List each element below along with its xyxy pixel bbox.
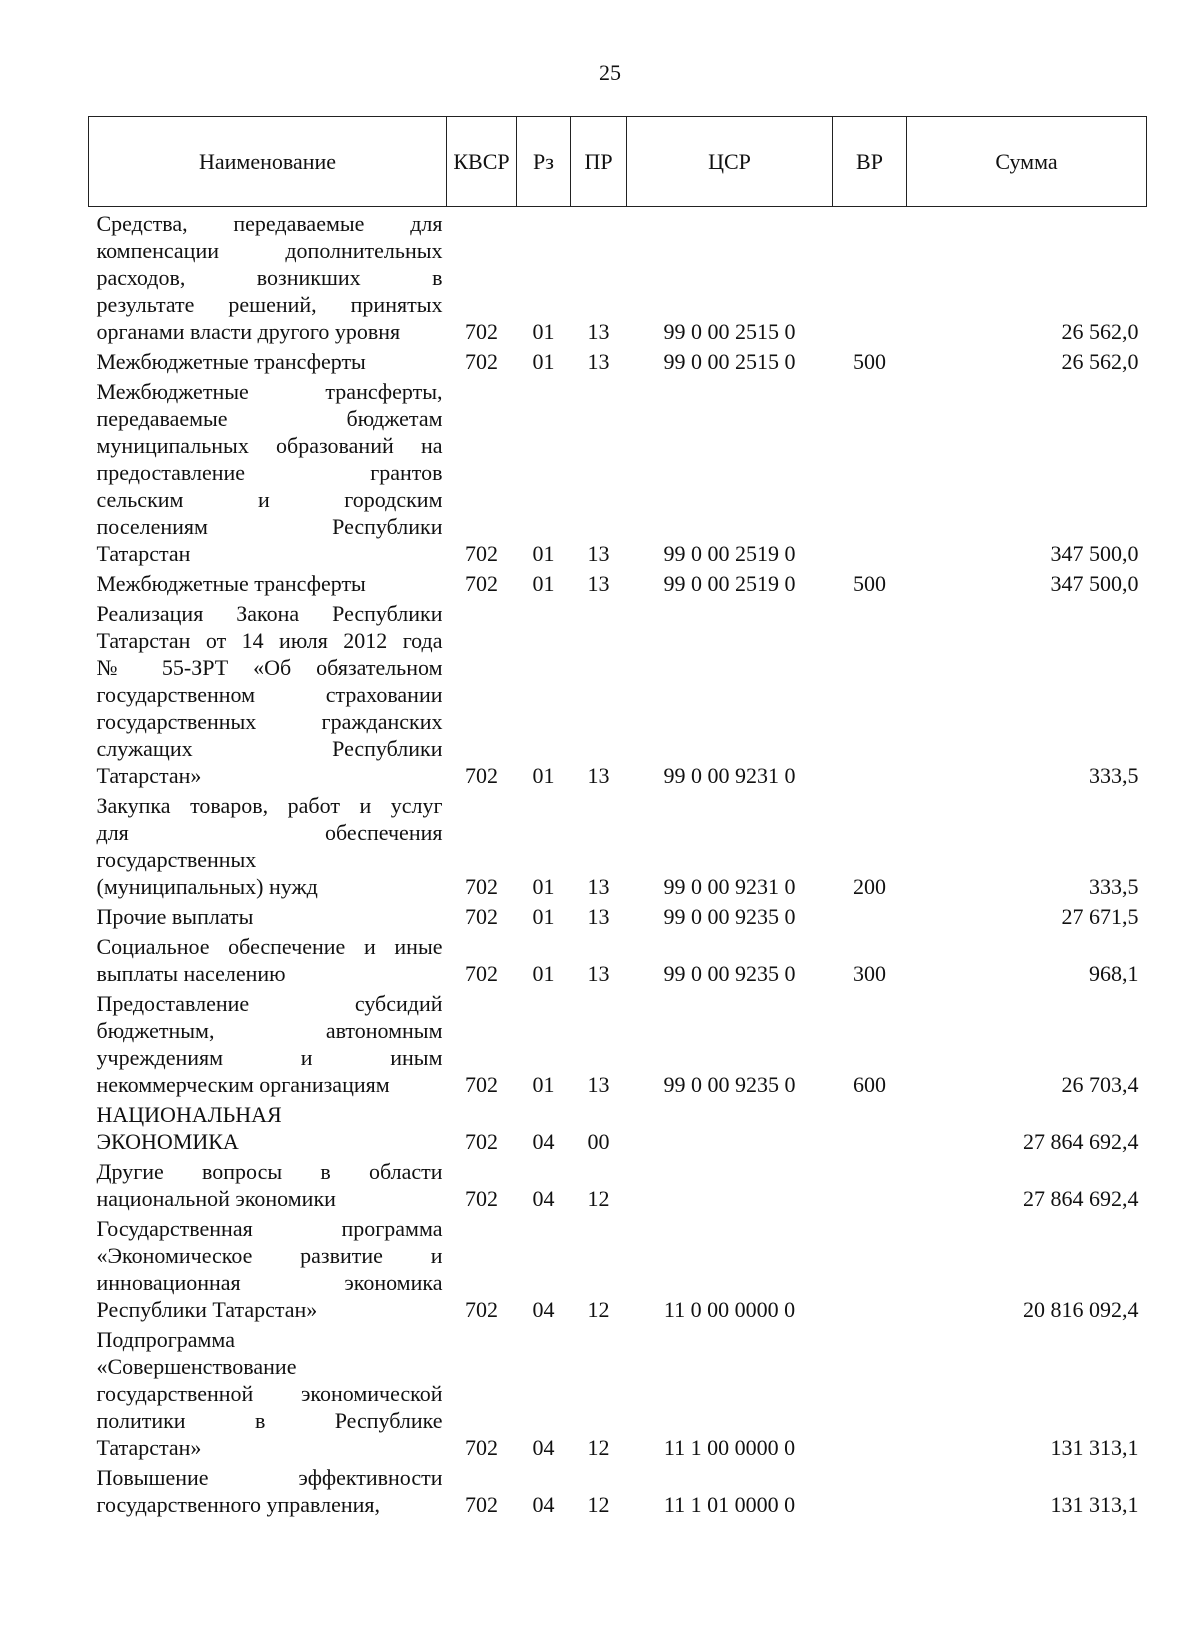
row-name (89, 1323, 447, 1461)
table-row (89, 1155, 1147, 1212)
row-sum: 27 864 692,4 (1023, 1129, 1139, 1154)
row-name-line: учреждениям и иным (96, 1045, 443, 1070)
row-kvsr: 702 (465, 1435, 498, 1460)
row-pr: 13 (587, 541, 610, 566)
table-row (89, 207, 1147, 346)
row-pr: 13 (587, 961, 610, 986)
header-vr: ВР (833, 117, 907, 207)
row-sum: 333,5 (1089, 763, 1139, 788)
row-kvsr: 702 (465, 961, 498, 986)
row-sum: 26 703,4 (1061, 1072, 1139, 1097)
row-name-line: государственного управления, (96, 1492, 381, 1517)
row-vr (833, 375, 907, 567)
row-vr: 300 (853, 961, 886, 986)
row-pr: 13 (587, 904, 610, 929)
row-csr: 99 0 00 2519 0 (663, 541, 796, 566)
row-csr: 11 1 00 0000 0 (663, 1435, 796, 1460)
row-name (89, 1212, 447, 1323)
row-pr: 13 (587, 874, 610, 899)
row-name-line: «Экономическое развитие и (96, 1243, 443, 1268)
row-sum: 131 313,1 (1050, 1492, 1139, 1517)
row-rz: 01 (532, 874, 555, 899)
row-vr (833, 207, 907, 346)
row-vr: 600 (853, 1072, 886, 1097)
row-name-line: государственных гражданских (96, 709, 443, 734)
row-name-line: Республики Татарстан» (96, 1297, 318, 1322)
table-row (89, 375, 1147, 567)
row-rz: 04 (532, 1492, 555, 1517)
row-rz: 04 (532, 1435, 555, 1460)
row-csr (627, 1098, 833, 1155)
row-csr: 99 0 00 9235 0 (663, 961, 796, 986)
row-name-line: некоммерческим организациям (96, 1072, 390, 1097)
row-vr (833, 900, 907, 930)
row-csr: 11 0 00 0000 0 (663, 1297, 796, 1322)
row-kvsr: 702 (465, 1072, 498, 1097)
row-name-line: Средства, передаваемые для (96, 211, 443, 236)
row-name-line: передаваемые бюджетам (96, 406, 443, 431)
row-vr (833, 597, 907, 789)
row-name-line: государственной экономической (96, 1381, 443, 1406)
row-name-line: муниципальных образований на (96, 433, 443, 458)
header-rz: Рз (517, 117, 571, 207)
row-name (89, 597, 447, 789)
row-rz: 04 (532, 1186, 555, 1211)
row-csr (627, 1155, 833, 1212)
row-name-line: Межбюджетные трансферты, (96, 379, 443, 404)
table-row (89, 1212, 1147, 1323)
row-sum: 20 816 092,4 (1023, 1297, 1139, 1322)
row-rz: 01 (532, 904, 555, 929)
table-row (89, 1098, 1147, 1155)
row-name-line: выплаты населению (96, 961, 286, 986)
row-name-line: бюджетным, автономным (96, 1018, 443, 1043)
row-name (89, 207, 447, 346)
row-vr: 500 (853, 349, 886, 374)
row-rz: 01 (532, 319, 555, 344)
table-body (89, 207, 1147, 1519)
table-row (89, 567, 1147, 597)
row-name-line: компенсации дополнительных (96, 238, 443, 263)
page-number: 25 (599, 60, 621, 85)
row-name-line: предоставление грантов (96, 460, 443, 485)
row-kvsr: 702 (465, 1492, 498, 1517)
row-sum: 968,1 (1089, 961, 1139, 986)
table-row (89, 789, 1147, 900)
row-name-line: Межбюджетные трансферты (96, 349, 366, 374)
row-sum: 347 500,0 (1050, 541, 1139, 566)
row-csr: 99 0 00 9231 0 (663, 874, 796, 899)
row-vr (833, 1155, 907, 1212)
row-name (89, 900, 447, 930)
row-vr (833, 1461, 907, 1518)
row-name (89, 1098, 447, 1155)
row-name-line: расходов, возникших в (96, 265, 443, 290)
row-name-line: органами власти другого уровня (96, 319, 401, 344)
row-csr: 99 0 00 9231 0 (663, 763, 796, 788)
row-name-line: для обеспечения (96, 820, 443, 845)
row-rz: 01 (532, 961, 555, 986)
row-rz: 01 (532, 571, 555, 596)
row-sum: 27 671,5 (1061, 904, 1139, 929)
row-pr: 13 (587, 763, 610, 788)
row-rz: 01 (532, 349, 555, 374)
row-pr: 12 (587, 1492, 610, 1517)
row-name-line: инновационная экономика (96, 1270, 443, 1295)
table-row (89, 1461, 1147, 1518)
row-name (89, 1461, 447, 1518)
row-pr: 12 (587, 1435, 610, 1460)
row-pr: 13 (587, 571, 610, 596)
table-header (89, 117, 1147, 207)
row-kvsr: 702 (465, 763, 498, 788)
row-vr: 500 (853, 571, 886, 596)
row-name (89, 375, 447, 567)
row-name (89, 567, 447, 597)
row-sum: 333,5 (1089, 874, 1139, 899)
row-rz: 04 (532, 1129, 555, 1154)
row-name-line: Реализация Закона Республики (96, 601, 443, 626)
row-csr: 99 0 00 2515 0 (663, 349, 796, 374)
row-name-line: Государственная программа (96, 1216, 443, 1241)
row-csr: 99 0 00 9235 0 (663, 904, 796, 929)
row-sum: 26 562,0 (1061, 349, 1139, 374)
row-name-line: национальной экономики (96, 1186, 336, 1211)
row-name (89, 789, 447, 900)
row-name-line: ЭКОНОМИКА (96, 1129, 239, 1154)
row-csr: 99 0 00 2515 0 (663, 319, 796, 344)
row-name-line: государственных (96, 847, 257, 872)
row-name-line: (муниципальных) нужд (96, 874, 318, 899)
row-pr: 12 (587, 1297, 610, 1322)
row-sum: 131 313,1 (1050, 1435, 1139, 1460)
row-name-line: Татарстан (96, 541, 191, 566)
row-vr: 200 (853, 874, 886, 899)
row-name-line: сельским и городским (96, 487, 443, 512)
table-row (89, 930, 1147, 987)
row-pr: 13 (587, 1072, 610, 1097)
row-name-line: Предоставление субсидий (96, 991, 443, 1016)
row-kvsr: 702 (465, 904, 498, 929)
row-name (89, 930, 447, 987)
row-pr: 12 (587, 1186, 610, 1211)
row-vr (833, 1098, 907, 1155)
row-name-line: Другие вопросы в области (96, 1159, 443, 1184)
header-kvsr: КВСР (447, 117, 517, 207)
row-kvsr: 702 (465, 541, 498, 566)
row-rz: 01 (532, 763, 555, 788)
row-vr (833, 1212, 907, 1323)
row-name (89, 1155, 447, 1212)
row-kvsr: 702 (465, 1186, 498, 1211)
row-name-line: Социальное обеспечение и иные (96, 934, 443, 959)
row-name-line: Повышение эффективности (96, 1465, 443, 1490)
row-kvsr: 702 (465, 571, 498, 596)
row-name-line: Татарстан от 14 июля 2012 года (96, 628, 443, 653)
row-name-line: Прочие выплаты (96, 904, 254, 929)
table-row (89, 987, 1147, 1098)
row-sum: 27 864 692,4 (1023, 1186, 1139, 1211)
table-row (89, 597, 1147, 789)
header-sum: Сумма (907, 117, 1147, 207)
header-pr: ПР (571, 117, 627, 207)
row-name-line: служащих Республики (96, 736, 443, 761)
row-rz: 01 (532, 541, 555, 566)
row-sum: 347 500,0 (1050, 571, 1139, 596)
row-name (89, 345, 447, 375)
row-pr: 00 (587, 1129, 610, 1154)
row-name-line: НАЦИОНАЛЬНАЯ (96, 1102, 282, 1127)
table-row (89, 345, 1147, 375)
row-csr: 99 0 00 2519 0 (663, 571, 796, 596)
row-name-line: результате решений, принятых (96, 292, 443, 317)
row-csr: 99 0 00 9235 0 (663, 1072, 796, 1097)
row-name-line: государственном страховании (96, 682, 443, 707)
row-name-line: Закупка товаров, работ и услуг (96, 793, 443, 818)
row-name-line: № 55-ЗРТ «Об обязательном (96, 655, 443, 680)
row-kvsr: 702 (465, 874, 498, 899)
row-name-line: Подпрограмма (96, 1327, 235, 1352)
row-name-line: Межбюджетные трансферты (96, 571, 366, 596)
row-rz: 01 (532, 1072, 555, 1097)
row-kvsr: 702 (465, 1297, 498, 1322)
header-name: Наименование (89, 117, 447, 207)
row-kvsr: 702 (465, 319, 498, 344)
row-name-line: Татарстан» (96, 1435, 202, 1460)
row-csr: 11 1 01 0000 0 (663, 1492, 796, 1517)
table-row (89, 900, 1147, 930)
row-pr: 13 (587, 349, 610, 374)
row-vr (833, 1323, 907, 1461)
row-pr: 13 (587, 319, 610, 344)
row-name-line: поселениям Республики (96, 514, 443, 539)
budget-table (88, 116, 1147, 1518)
header-csr: ЦСР (627, 117, 833, 207)
row-kvsr: 702 (465, 1129, 498, 1154)
row-name-line: политики в Республике (96, 1408, 443, 1433)
row-name-line: «Совершенствование (96, 1354, 297, 1379)
row-sum: 26 562,0 (1061, 319, 1139, 344)
row-kvsr: 702 (465, 349, 498, 374)
table-row (89, 1323, 1147, 1461)
row-name (89, 987, 447, 1098)
row-rz: 04 (532, 1297, 555, 1322)
row-name-line: Татарстан» (96, 763, 202, 788)
